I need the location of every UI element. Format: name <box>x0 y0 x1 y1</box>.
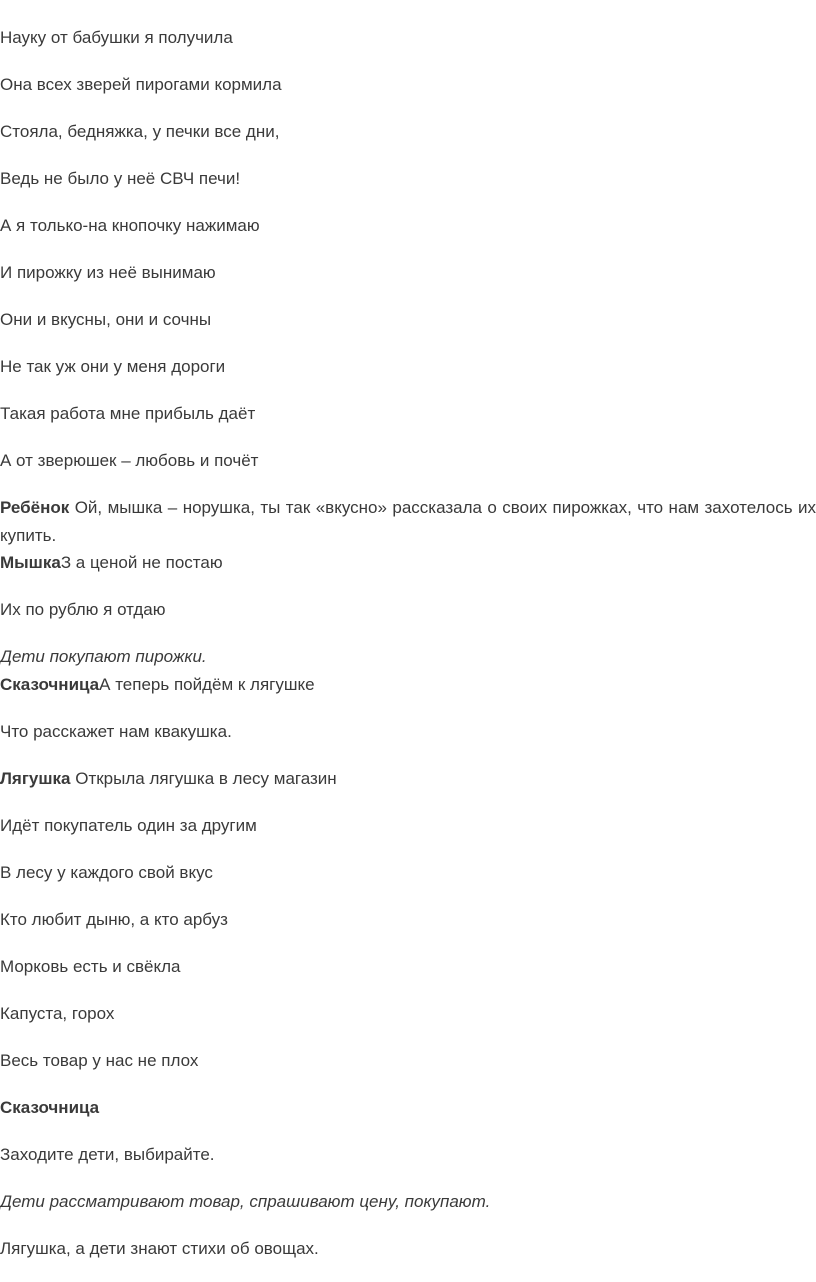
stage-remark: Дети покупают пирожки. <box>0 647 207 666</box>
speaker-frog: Лягушка <box>0 769 71 788</box>
poem-line: Идёт покупатель один за другим <box>0 816 257 835</box>
poem-line: Что расскажет нам квакушка. <box>0 722 232 741</box>
poem-line: Такая работа мне прибыль даёт <box>0 404 256 423</box>
poem-line: Лягушка, а дети знают стихи об овощах. <box>0 1239 319 1258</box>
poem-line: А от зверюшек – любовь и почёт <box>0 451 259 470</box>
poem-line: Они и вкусны, они и сочны <box>0 310 212 329</box>
storyteller-speech-text: Заходите дети, выбирайте. <box>0 1145 215 1164</box>
poem-line: А я только-на кнопочку нажимаю <box>0 216 260 235</box>
poem-line: Стояла, бедняжка, у печки все дни, <box>0 122 280 141</box>
poem-line: И пирожку из неё вынимаю <box>0 263 216 282</box>
speaker-storyteller: Сказочница <box>0 1098 100 1117</box>
poem-line: Морковь есть и свёкла <box>0 957 181 976</box>
stage-remark: Дети рассматривают товар, спрашивают цену, покупают. <box>0 1192 491 1211</box>
child-speech <box>0 494 816 550</box>
poem-line: Науку от бабушки я получила <box>0 28 233 47</box>
frog-speech-line <box>0 768 816 790</box>
storyteller-speech-line <box>0 674 816 696</box>
poem-line: Их по рублю я отдаю <box>0 600 166 619</box>
child-speech-text: Ой, мышка – норушка, ты так «вкусно» рассказала о своих пирожках, что нам захотелось их купить. <box>0 498 816 545</box>
poem-line: Она всех зверей пирогами кормила <box>0 75 282 94</box>
mouse-speech-text: З а ценой не постаю <box>60 553 223 572</box>
speaker-child: Ребёнок <box>0 498 70 517</box>
speaker-mouse: Мышка <box>0 553 61 572</box>
poem-line: Капуста, горох <box>0 1004 115 1023</box>
poem-line: Весь товар у нас не плох <box>0 1051 199 1070</box>
speaker-storyteller: Сказочница <box>0 675 100 694</box>
mouse-speech-line <box>0 552 816 574</box>
storyteller-speech-text: А теперь пойдём к лягушке <box>99 675 315 694</box>
poem-line: Ведь не было у неё СВЧ печи! <box>0 169 241 188</box>
poem-line: Не так уж они у меня дороги <box>0 357 226 376</box>
poem-line: Кто любит дыню, а кто арбуз <box>0 910 228 929</box>
frog-speech-text: Открыла лягушка в лесу магазин <box>70 769 337 788</box>
poem-line: В лесу у каждого свой вкус <box>0 863 213 882</box>
